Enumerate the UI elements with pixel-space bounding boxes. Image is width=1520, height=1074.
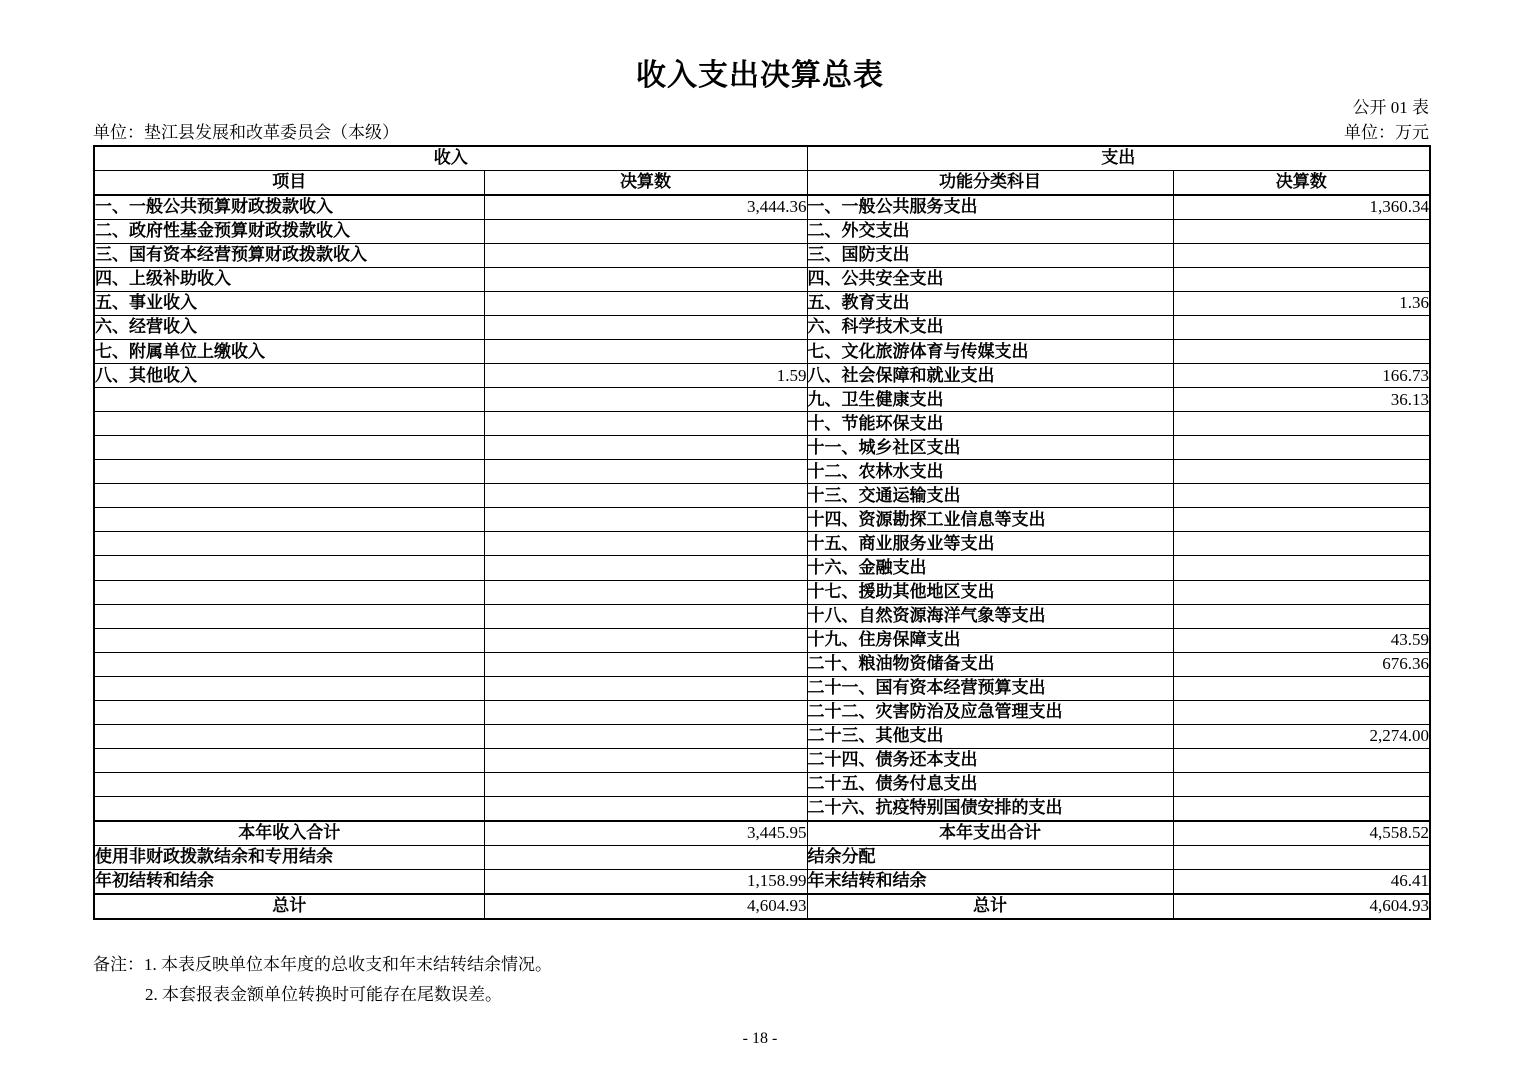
summary-row <box>94 845 1430 869</box>
income-item-cell <box>94 484 484 508</box>
table-row <box>94 195 1430 220</box>
income-amount-cell: 3,444.36 <box>484 195 807 220</box>
expense-item-cell: 七、文化旅游体育与传媒支出 <box>807 340 1173 364</box>
income-section-header: 收入 <box>94 146 807 171</box>
table-row <box>94 460 1430 484</box>
income-amount-cell <box>484 508 807 532</box>
income-item-cell: 本年收入合计 <box>94 821 484 846</box>
expense-item-cell: 一、一般公共服务支出 <box>807 195 1173 220</box>
income-item-cell: 五、事业收入 <box>94 292 484 316</box>
summary-row <box>94 869 1430 894</box>
expense-item-cell: 五、教育支出 <box>807 292 1173 316</box>
expense-item-cell: 总计 <box>807 894 1173 919</box>
income-item-cell <box>94 508 484 532</box>
income-item-cell <box>94 652 484 676</box>
table-row <box>94 484 1430 508</box>
income-amount-cell: 1.59 <box>484 364 807 388</box>
note-line-1: 备注：1. 本表反映单位本年度的总收支和年末结转结余情况。 <box>93 955 552 974</box>
expense-amount-cell: 2,274.00 <box>1173 724 1430 748</box>
table-row <box>94 220 1430 244</box>
income-amount-cell <box>484 436 807 460</box>
income-item-cell: 年初结转和结余 <box>94 869 484 894</box>
table-row <box>94 436 1430 460</box>
expense-item-cell: 二十一、国有资本经营预算支出 <box>807 676 1173 700</box>
income-item-cell <box>94 700 484 724</box>
column-header-item: 项目 <box>94 171 484 196</box>
expense-item-cell: 六、科学技术支出 <box>807 316 1173 340</box>
expense-amount-cell <box>1173 748 1430 772</box>
expense-item-cell: 本年支出合计 <box>807 821 1173 846</box>
expense-item-cell: 二十四、债务还本支出 <box>807 748 1173 772</box>
expense-amount-cell <box>1173 316 1430 340</box>
income-amount-cell: 4,604.93 <box>484 894 807 919</box>
expense-item-cell: 十五、商业服务业等支出 <box>807 532 1173 556</box>
table-row <box>94 652 1430 676</box>
expense-item-cell: 二十、粮油物资储备支出 <box>807 652 1173 676</box>
expense-item-cell: 三、国防支出 <box>807 244 1173 268</box>
income-item-cell: 六、经营收入 <box>94 316 484 340</box>
expense-item-cell: 十三、交通运输支出 <box>807 484 1173 508</box>
note-line-2: 2. 本套报表金额单位转换时可能存在尾数误差。 <box>145 985 502 1004</box>
table-row <box>94 388 1430 412</box>
income-item-cell <box>94 628 484 652</box>
income-amount-cell <box>484 628 807 652</box>
expense-section-header: 支出 <box>807 146 1430 171</box>
expense-item-cell: 十二、农林水支出 <box>807 460 1173 484</box>
expense-amount-cell <box>1173 845 1430 869</box>
column-header-function: 功能分类科目 <box>807 171 1173 196</box>
notes <box>93 950 552 1010</box>
expense-item-cell: 十、节能环保支出 <box>807 412 1173 436</box>
income-item-cell <box>94 460 484 484</box>
income-item-cell: 二、政府性基金预算财政拨款收入 <box>94 220 484 244</box>
income-item-cell <box>94 580 484 604</box>
income-item-cell: 七、附属单位上缴收入 <box>94 340 484 364</box>
income-item-cell <box>94 724 484 748</box>
expense-amount-cell: 1,360.34 <box>1173 195 1430 220</box>
expense-item-cell: 二十三、其他支出 <box>807 724 1173 748</box>
table-row <box>94 292 1430 316</box>
expense-amount-cell: 43.59 <box>1173 628 1430 652</box>
income-amount-cell <box>484 772 807 796</box>
income-item-cell <box>94 436 484 460</box>
expense-amount-cell <box>1173 676 1430 700</box>
expense-amount-cell <box>1173 460 1430 484</box>
income-amount-cell <box>484 724 807 748</box>
income-amount-cell <box>484 556 807 580</box>
income-item-cell <box>94 676 484 700</box>
table-row <box>94 508 1430 532</box>
expense-item-cell: 十一、城乡社区支出 <box>807 436 1173 460</box>
expense-item-cell: 四、公共安全支出 <box>807 268 1173 292</box>
expense-amount-cell <box>1173 604 1430 628</box>
income-amount-cell <box>484 412 807 436</box>
income-item-cell <box>94 388 484 412</box>
expense-amount-cell <box>1173 508 1430 532</box>
table-row <box>94 340 1430 364</box>
expense-amount-cell <box>1173 772 1430 796</box>
table-row <box>94 412 1430 436</box>
table-row <box>94 604 1430 628</box>
table-row <box>94 364 1430 388</box>
table-row <box>94 772 1430 796</box>
summary-row <box>94 821 1430 846</box>
income-amount-cell <box>484 460 807 484</box>
income-amount-cell <box>484 652 807 676</box>
table-row <box>94 580 1430 604</box>
expense-amount-cell <box>1173 220 1430 244</box>
expense-amount-cell <box>1173 340 1430 364</box>
section-header-row <box>94 146 1430 171</box>
expense-amount-cell <box>1173 484 1430 508</box>
expense-item-cell: 八、社会保障和就业支出 <box>807 364 1173 388</box>
expense-amount-cell <box>1173 436 1430 460</box>
meta-row <box>93 118 1429 143</box>
unit-org: 单位：垫江县发展和改革委员会（本级） <box>93 123 399 142</box>
expense-amount-cell <box>1173 268 1430 292</box>
income-item-cell <box>94 796 484 821</box>
income-item-cell: 一、一般公共预算财政拨款收入 <box>94 195 484 220</box>
income-amount-cell <box>484 532 807 556</box>
table-row <box>94 628 1430 652</box>
table-row <box>94 700 1430 724</box>
income-amount-cell <box>484 748 807 772</box>
expense-amount-cell <box>1173 700 1430 724</box>
income-item-cell <box>94 604 484 628</box>
income-amount-cell <box>484 388 807 412</box>
column-header-row <box>94 171 1430 196</box>
page-number: - 18 - <box>742 1030 778 1047</box>
expense-amount-cell: 1.36 <box>1173 292 1430 316</box>
expense-amount-cell: 166.73 <box>1173 364 1430 388</box>
expense-item-cell: 十六、金融支出 <box>807 556 1173 580</box>
expense-item-cell: 十七、援助其他地区支出 <box>807 580 1173 604</box>
page-title: 收入支出决算总表 <box>636 59 884 92</box>
income-amount-cell <box>484 845 807 869</box>
table-row <box>94 676 1430 700</box>
income-amount-cell: 3,445.95 <box>484 821 807 846</box>
expense-amount-cell: 4,558.52 <box>1173 821 1430 846</box>
table-row <box>94 268 1430 292</box>
table-row <box>94 532 1430 556</box>
income-item-cell: 八、其他收入 <box>94 364 484 388</box>
expense-item-cell: 十九、住房保障支出 <box>807 628 1173 652</box>
income-amount-cell <box>484 484 807 508</box>
table-code: 公开 01 表 <box>1352 98 1429 117</box>
expense-amount-cell <box>1173 796 1430 821</box>
budget-summary-table <box>93 145 1431 920</box>
expense-item-cell: 结余分配 <box>807 845 1173 869</box>
income-amount-cell <box>484 796 807 821</box>
income-amount-cell <box>484 268 807 292</box>
income-item-cell <box>94 772 484 796</box>
column-header-expense-amount: 决算数 <box>1173 171 1430 196</box>
income-amount-cell <box>484 700 807 724</box>
income-item-cell: 四、上级补助收入 <box>94 268 484 292</box>
expense-amount-cell <box>1173 556 1430 580</box>
table-row <box>94 556 1430 580</box>
income-amount-cell <box>484 604 807 628</box>
table-row <box>94 724 1430 748</box>
expense-amount-cell <box>1173 580 1430 604</box>
table-body <box>94 195 1430 919</box>
expense-amount-cell: 36.13 <box>1173 388 1430 412</box>
expense-amount-cell <box>1173 244 1430 268</box>
expense-amount-cell: 676.36 <box>1173 652 1430 676</box>
table-row <box>94 316 1430 340</box>
unit-currency: 单位：万元 <box>1344 123 1429 142</box>
expense-item-cell: 二十六、抗疫特别国债安排的支出 <box>807 796 1173 821</box>
expense-item-cell: 二、外交支出 <box>807 220 1173 244</box>
expense-item-cell: 二十五、债务付息支出 <box>807 772 1173 796</box>
income-amount-cell: 1,158.99 <box>484 869 807 894</box>
table-row <box>94 748 1430 772</box>
income-item-cell: 总计 <box>94 894 484 919</box>
income-amount-cell <box>484 676 807 700</box>
income-amount-cell <box>484 292 807 316</box>
income-amount-cell <box>484 340 807 364</box>
expense-amount-cell: 4,604.93 <box>1173 894 1430 919</box>
expense-amount-cell <box>1173 412 1430 436</box>
income-item-cell <box>94 748 484 772</box>
income-amount-cell <box>484 580 807 604</box>
expense-amount-cell <box>1173 532 1430 556</box>
summary-row <box>94 894 1430 919</box>
income-item-cell <box>94 532 484 556</box>
expense-item-cell: 二十二、灾害防治及应急管理支出 <box>807 700 1173 724</box>
income-amount-cell <box>484 316 807 340</box>
expense-item-cell: 九、卫生健康支出 <box>807 388 1173 412</box>
income-amount-cell <box>484 244 807 268</box>
table-row <box>94 796 1430 821</box>
expense-item-cell: 十八、自然资源海洋气象等支出 <box>807 604 1173 628</box>
expense-item-cell: 年末结转和结余 <box>807 869 1173 894</box>
income-amount-cell <box>484 220 807 244</box>
expense-item-cell: 十四、资源勘探工业信息等支出 <box>807 508 1173 532</box>
income-item-cell: 使用非财政拨款结余和专用结余 <box>94 845 484 869</box>
income-item-cell: 三、国有资本经营预算财政拨款收入 <box>94 244 484 268</box>
table-row <box>94 244 1430 268</box>
income-item-cell <box>94 556 484 580</box>
income-item-cell <box>94 412 484 436</box>
column-header-income-amount: 决算数 <box>484 171 807 196</box>
expense-amount-cell: 46.41 <box>1173 869 1430 894</box>
